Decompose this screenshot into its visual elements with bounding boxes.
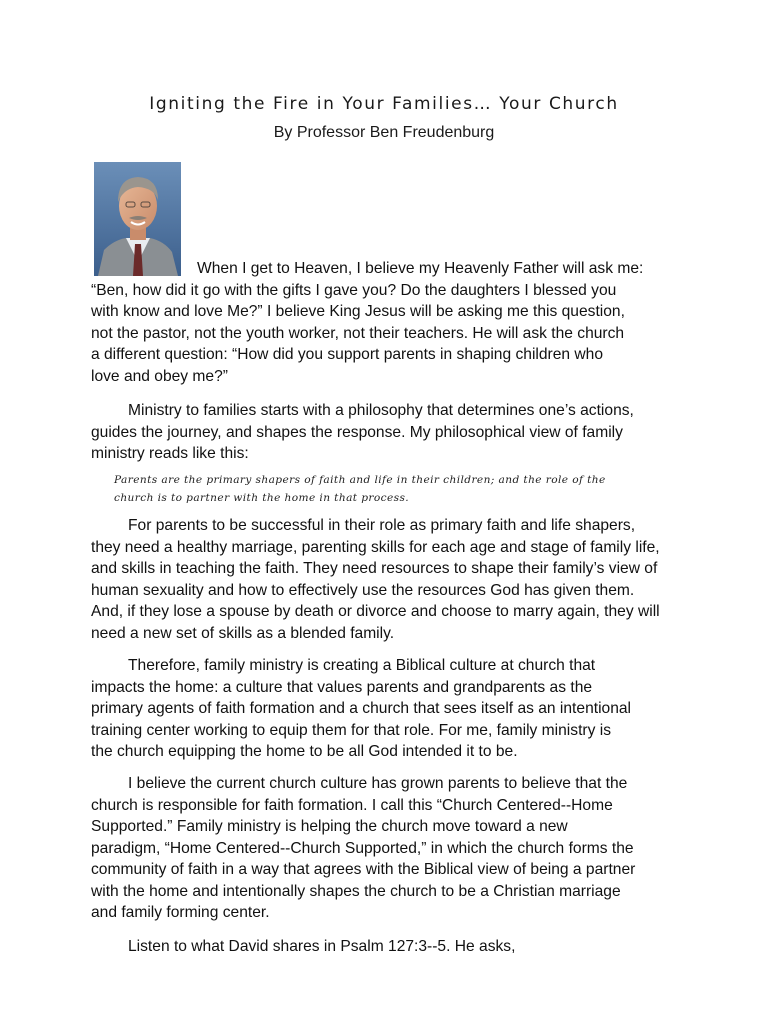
text-line: love and obey me?”	[91, 367, 228, 385]
text-line: Supported.” Family ministry is helping the church move toward a new	[91, 818, 568, 835]
text-line: and skills in teaching the faith. They need resources to shape their family’s view of	[91, 560, 658, 577]
paragraph-1	[91, 258, 687, 387]
text-line: and family forming center.	[91, 904, 270, 921]
text-line: a different question: “How did you support parents in shaping children who	[91, 346, 604, 363]
text-line: training center working to equip them for that role. For me, family ministry is	[91, 721, 611, 739]
text-line: And, if they lose a spouse by death or divorce and choose to marry again, they will	[91, 603, 660, 620]
text-line: they need a healthy marriage, parenting skills for each age and stage of family life,	[91, 538, 660, 556]
text-line: paradigm, “Home Centered-‐Church Supported,” in which the church forms the	[91, 839, 634, 857]
text-line: For parents to be successful in their role as primary faith and life shapers,	[128, 517, 636, 534]
text-line: When I get to Heaven, I believe my Heavenly Father will ask me:	[197, 260, 644, 277]
text-line: Therefore, family ministry is creating a Biblical culture at church that	[128, 657, 596, 674]
paragraph-6	[91, 936, 687, 958]
text-line: guides the journey, and shapes the response. My philosophical view of family	[91, 423, 623, 441]
author-byline: By Professor Ben Freudenburg	[273, 124, 495, 141]
text-line: not the pastor, not the youth worker, not their teachers. He will ask the church	[91, 324, 625, 342]
philosophy-quote	[114, 471, 634, 507]
quote-line: Parents are the primary shapers of faith and life in their children; and the role of the	[114, 474, 606, 486]
text-line: “Ben, how did it go with the gifts I gave you? Do the daughters I blessed you	[91, 281, 617, 299]
text-line: I believe the current church culture has grown parents to believe that the	[128, 775, 628, 792]
text-line: Listen to what David shares in Psalm 127:3-‐5. He asks,	[128, 938, 516, 955]
paragraph-2	[91, 400, 687, 465]
text-line: church is responsible for faith formation. I call this “Church Centered-‐Home	[91, 796, 613, 814]
text-line: impacts the home: a culture that values parents and grandparents as the	[91, 678, 593, 696]
text-line: ministry reads like this:	[91, 445, 249, 462]
document-title: Igniting the Fire in Your Families… Your Church	[149, 94, 619, 114]
text-line: Ministry to families starts with a philosophy that determines one’s actions,	[128, 402, 634, 419]
paragraph-4	[91, 655, 687, 763]
text-line: community of faith in a way that agrees with the Biblical view of being a partner	[91, 861, 636, 878]
text-line: with the home and intentionally shapes the church to be a Christian marriage	[91, 882, 621, 900]
text-line: the church equipping the home to be all God intended it to be.	[91, 743, 518, 760]
paragraph-5	[91, 773, 687, 924]
text-line: primary agents of faith formation and a church that sees itself as an intentional	[91, 700, 632, 717]
paragraph-3	[91, 515, 687, 644]
quote-line: church is to partner with the home in that process.	[114, 492, 410, 504]
text-line: with know and love Me?” I believe King Jesus will be asking me this question,	[91, 303, 625, 320]
text-line: human sexuality and how to effectively use the resources God has given them.	[91, 581, 635, 599]
text-line: need a new set of skills as a blended family.	[91, 624, 395, 642]
